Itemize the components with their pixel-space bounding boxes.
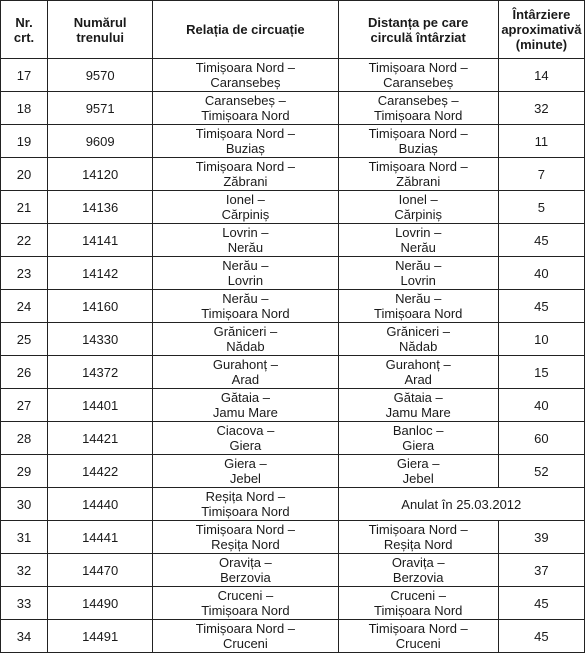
distance-line2: Zăbrani [396,174,441,189]
cell-route [153,125,338,158]
cell-nr-crt [1,224,48,257]
distance-line2: Nădab [399,339,438,354]
distance-line1: Gurahonț – [385,357,451,372]
cell-delayed-distance [338,125,498,158]
header-distanta-line1: Distanța pe care [367,14,469,30]
nr-crt-value: 27 [16,397,32,413]
table-row [1,290,585,323]
nr-crt-value: 21 [16,199,32,215]
distance-line2: Arad [404,372,432,387]
table-row [1,521,585,554]
cell-nr-crt [1,620,48,653]
cell-approx-delay [498,290,584,323]
table-row [1,455,585,488]
cell-delayed-distance [338,257,498,290]
route-line2: Buziaș [225,141,265,156]
cell-route [153,356,338,389]
cell-delayed-distance [338,356,498,389]
cell-train-number [48,257,153,290]
route-line2: Timișoara Nord [201,108,290,123]
header-route [153,1,338,59]
delay-minutes-value: 11 [534,133,549,149]
cell-train-number [48,158,153,191]
distance-line2: Caransebeș [383,75,454,90]
header-relatia: Relația de circuație [186,22,305,37]
table-row [1,356,585,389]
header-row [1,1,585,59]
cell-route [153,422,338,455]
header-numar-line2: trenului [76,29,124,45]
annulled-note: Anulat în 25.03.2012 [401,496,522,512]
train-number-value: 14136 [82,199,119,215]
nr-crt-value: 32 [16,562,32,578]
table-row [1,125,585,158]
table-header [1,1,585,59]
cell-approx-delay [498,554,584,587]
cell-train-number [48,125,153,158]
cell-train-number [48,92,153,125]
route-line2: Cărpiniș [221,207,270,222]
table-row [1,224,585,257]
train-number-value: 14142 [82,265,119,281]
cell-train-number [48,587,153,620]
cell-route [153,587,338,620]
route-line1: Nerău – [222,258,269,273]
route-line2: Timișoara Nord [201,504,290,519]
table-row [1,422,585,455]
route-line1: Caransebeș – [204,93,286,108]
nr-crt-value: 17 [16,67,32,83]
table-row [1,92,585,125]
delay-minutes-value: 52 [534,463,549,479]
cell-route [153,92,338,125]
distance-line2: Cărpiniș [394,207,443,222]
table-row [1,158,585,191]
cell-route [153,290,338,323]
cell-route [153,389,338,422]
table-row [1,59,585,92]
cell-delayed-distance [338,587,498,620]
route-line2: Timișoara Nord [201,603,290,618]
table-row [1,587,585,620]
cell-approx-delay [498,257,584,290]
cell-train-number [48,488,153,521]
route-line1: Timișoara Nord – [195,522,296,537]
cell-nr-crt [1,323,48,356]
route-line1: Cruceni – [217,588,274,603]
route-line1: Timișoara Nord – [195,60,296,75]
cell-train-number [48,422,153,455]
cell-approx-delay [498,158,584,191]
delay-minutes-value: 10 [534,331,549,347]
delay-minutes-value: 40 [534,397,549,413]
delay-minutes-value: 7 [537,166,546,182]
train-number-value: 14491 [82,628,119,644]
cell-approx-delay [498,422,584,455]
nr-crt-value: 26 [16,364,32,380]
cell-delayed-distance [338,191,498,224]
delay-minutes-value: 32 [534,100,549,116]
distance-line1: Timișoara Nord – [368,60,468,75]
nr-crt-value: 29 [16,463,32,479]
table-row [1,323,585,356]
nr-crt-value: 22 [16,232,32,248]
cell-approx-delay [498,389,584,422]
cell-route [153,554,338,587]
nr-crt-value: 28 [16,430,32,446]
cell-approx-delay [498,323,584,356]
cell-train-number [48,521,153,554]
distance-line1: Caransebeș – [377,93,459,108]
delay-minutes-value: 40 [534,265,549,281]
cell-nr-crt [1,587,48,620]
table-row [1,389,585,422]
cell-approx-delay [498,521,584,554]
route-line1: Giera – [224,456,267,471]
cell-nr-crt [1,356,48,389]
header-intarziere-line3: (minute) [515,37,568,52]
route-line2: Nădab [226,339,265,354]
header-delayed-distance [338,1,498,59]
route-line1: Gurahonț – [212,357,278,372]
distance-line1: Timișoara Nord – [368,621,468,636]
table-row [1,191,585,224]
cell-delayed-distance [338,92,498,125]
cell-annulled-note [338,488,584,521]
cell-route [153,455,338,488]
header-intarziere-line1: Întârziere [512,7,571,22]
distance-line2: Nerău [400,240,436,255]
distance-line1: Oravița – [391,555,445,570]
cell-train-number [48,356,153,389]
cell-route [153,488,338,521]
train-number-value: 14330 [82,331,119,347]
cell-nr-crt [1,554,48,587]
cell-train-number [48,389,153,422]
route-line2: Lovrin [227,273,264,288]
cell-delayed-distance [338,323,498,356]
distance-line2: Lovrin [400,273,436,288]
distance-line2: Timișoara Nord [374,306,463,321]
cell-nr-crt [1,455,48,488]
route-line2: Caransebeș [210,75,281,90]
cell-route [153,620,338,653]
cell-route [153,323,338,356]
distance-line1: Timișoara Nord – [368,159,468,174]
route-line2: Jebel [229,471,261,486]
route-line2: Berzovia [220,570,271,585]
route-line1: Oravița – [219,555,272,570]
delay-minutes-value: 15 [534,364,549,380]
distance-line1: Grăniceri – [386,324,450,339]
nr-crt-value: 33 [16,595,32,611]
cell-train-number [48,323,153,356]
cell-route [153,224,338,257]
route-line2: Giera [229,438,262,453]
distance-line2: Jebel [402,471,434,486]
route-line2: Reșița Nord [211,537,280,552]
cell-nr-crt [1,521,48,554]
cell-delayed-distance [338,554,498,587]
cell-nr-crt [1,257,48,290]
header-distanta-line2: circulă întârziat [370,29,466,45]
nr-crt-value: 25 [16,331,32,347]
route-line1: Timișoara Nord – [195,621,296,636]
route-line1: Timișoara Nord – [195,159,296,174]
distance-line1: Gătaia – [393,390,443,405]
cell-train-number [48,191,153,224]
cell-nr-crt [1,59,48,92]
nr-crt-value: 18 [16,100,32,116]
distance-line1: Lovrin – [395,225,442,240]
cell-route [153,158,338,191]
cell-approx-delay [498,191,584,224]
cell-train-number [48,620,153,653]
cell-train-number [48,554,153,587]
cell-nr-crt [1,488,48,521]
cell-train-number [48,224,153,257]
route-line2: Zăbrani [223,174,268,189]
header-nr-line1: Nr. [15,14,33,30]
distance-line2: Timișoara Nord [374,108,463,123]
train-number-value: 14160 [82,298,119,314]
train-number-value: 14372 [82,364,119,380]
route-line1: Nerău – [222,291,269,306]
nr-crt-value: 24 [16,298,32,314]
cell-approx-delay [498,455,584,488]
cell-nr-crt [1,92,48,125]
cell-delayed-distance [338,422,498,455]
route-line1: Grăniceri – [213,324,278,339]
route-line1: Reșița Nord – [205,489,286,504]
distance-line2: Buziaș [398,141,438,156]
nr-crt-value: 30 [16,496,32,512]
cell-route [153,191,338,224]
train-number-value: 14441 [82,529,119,545]
route-line1: Gătaia – [220,390,270,405]
cell-route [153,257,338,290]
distance-line2: Reșița Nord [383,537,453,552]
train-number-value: 14421 [82,430,119,446]
cell-delayed-distance [338,290,498,323]
route-line2: Timișoara Nord [201,306,290,321]
delay-minutes-value: 5 [537,199,546,215]
cell-approx-delay [498,587,584,620]
cell-train-number [48,59,153,92]
cell-nr-crt [1,389,48,422]
delay-minutes-value: 60 [534,430,549,446]
distance-line2: Berzovia [392,570,444,585]
nr-crt-value: 23 [16,265,32,281]
distance-line1: Cruceni – [390,588,447,603]
route-line1: Ionel – [225,192,265,207]
cell-approx-delay [498,620,584,653]
cell-nr-crt [1,191,48,224]
cell-nr-crt [1,158,48,191]
distance-line1: Banloc – [392,423,444,438]
train-number-value: 9570 [85,67,115,83]
cell-delayed-distance [338,224,498,257]
distance-line2: Timișoara Nord [374,603,463,618]
table-row [1,488,585,521]
nr-crt-value: 31 [16,529,32,545]
route-line1: Timișoara Nord – [195,126,296,141]
cell-approx-delay [498,224,584,257]
delay-minutes-value: 39 [534,529,549,545]
train-number-value: 14401 [82,397,119,413]
train-number-value: 14470 [82,562,119,578]
route-line2: Nerău [227,240,264,255]
cell-approx-delay [498,356,584,389]
delay-minutes-value: 45 [534,595,549,611]
route-line1: Ciacova – [216,423,275,438]
delay-minutes-value: 45 [534,628,549,644]
distance-line1: Timișoara Nord – [368,126,468,141]
cell-delayed-distance [338,620,498,653]
distance-line2: Cruceni [395,636,441,651]
route-line2: Cruceni [223,636,268,651]
delay-minutes-value: 45 [534,232,549,248]
cell-nr-crt [1,422,48,455]
route-line2: Jamu Mare [212,405,278,420]
cell-train-number [48,455,153,488]
cell-nr-crt [1,125,48,158]
nr-crt-value: 19 [16,133,32,149]
train-number-value: 9609 [85,133,115,149]
distance-line2: Jamu Mare [385,405,451,420]
cell-route [153,59,338,92]
cell-delayed-distance [338,158,498,191]
cell-nr-crt [1,290,48,323]
cell-delayed-distance [338,59,498,92]
train-number-value: 14422 [82,463,119,479]
cell-delayed-distance [338,521,498,554]
header-numar-line1: Numărul [73,14,127,30]
header-nr-line2: crt. [13,29,35,45]
cell-delayed-distance [338,389,498,422]
cell-approx-delay [498,92,584,125]
header-approx-delay [498,1,584,59]
distance-line2: Giera [402,438,435,453]
train-number-value: 14490 [82,595,119,611]
train-number-value: 9571 [85,100,115,116]
table-row [1,257,585,290]
route-line2: Arad [231,372,260,387]
table-body [1,59,585,653]
cell-delayed-distance [338,455,498,488]
cell-approx-delay [498,125,584,158]
nr-crt-value: 34 [16,628,32,644]
train-number-value: 14141 [82,232,119,248]
header-nr-crt [1,1,48,59]
train-number-value: 14120 [82,166,119,182]
delay-minutes-value: 45 [534,298,549,314]
table-row [1,620,585,653]
header-train-number [48,1,153,59]
nr-crt-value: 20 [16,166,32,182]
distance-line1: Timișoara Nord – [368,522,468,537]
header-intarziere-line2: aproximativă [501,22,582,37]
cell-approx-delay [498,59,584,92]
train-number-value: 14440 [82,496,119,512]
cell-route [153,521,338,554]
distance-line1: Nerău – [395,258,442,273]
cell-train-number [48,290,153,323]
delay-minutes-value: 37 [534,562,549,578]
distance-line1: Nerău – [395,291,442,306]
delay-minutes-value: 14 [534,67,549,83]
route-line1: Lovrin – [222,225,269,240]
distance-line1: Giera – [396,456,440,471]
table-row [1,554,585,587]
distance-line1: Ionel – [398,192,438,207]
